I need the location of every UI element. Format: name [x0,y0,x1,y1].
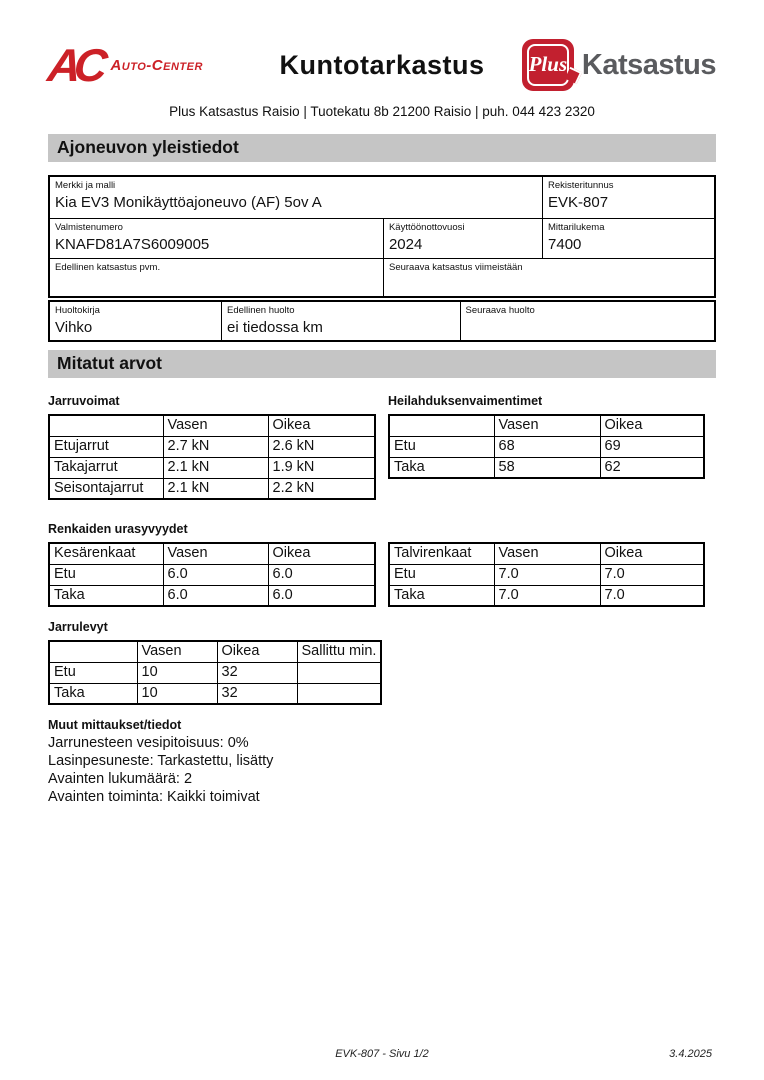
field-edellinen-huolto [221,302,460,340]
row-label: Etu [49,662,137,683]
value-cell: 68 [494,436,600,457]
jarruvoimat-table [48,414,376,500]
value-cell: 58 [494,457,600,478]
value-cell [297,683,381,704]
report-header [45,36,716,94]
header-cell: Vasen [494,543,600,564]
table-row [49,436,375,457]
other-measurements-title: Muut mittaukset/tiedot [48,718,182,732]
table-header-row [389,415,704,436]
table-header-row [49,543,375,564]
value-cell: 6.0 [268,585,375,606]
auto-center-logo [45,39,243,91]
header-cell: Kesärenkaat [49,543,163,564]
field-huoltokirja [50,302,221,340]
table-header-row [49,641,381,662]
value-cell [297,662,381,683]
page-title: Kuntotarkastus [279,49,485,80]
header-cell: Oikea [268,543,375,564]
value-cell: 7.0 [600,585,704,606]
field-value: 2024 [388,236,423,253]
field-mittarilukema [542,219,714,258]
row-label: Etu [49,564,163,585]
field-edellinen-katsastus [50,259,383,296]
plus-katsastus-logo [521,39,716,91]
row-label: Etujarrut [49,436,163,457]
field-kayttoonottovuosi [383,219,542,258]
value-cell: 62 [600,457,704,478]
header-cell: Sallittu min. [297,641,381,662]
renkaiden-urasyvyydet-title: Renkaiden urasyvyydet [48,522,188,536]
jarruvoimat-title: Jarruvoimat [48,394,120,408]
field-valmistenumero [50,219,383,258]
heilahduksenvaimentimet-table [388,414,705,479]
other-measurements-block [48,718,716,806]
field-label: Valmistenumero [55,222,123,233]
table-header-row [49,415,375,436]
table-row [389,457,704,478]
value-cell: 10 [137,683,217,704]
row-label: Taka [49,683,137,704]
header-cell: Talvirenkaat [389,543,494,564]
field-label: Mittarilukema [548,222,605,233]
other-measurement-line: Lasinpesuneste: Tarkastettu, lisätty [48,753,274,769]
table-row [49,457,375,478]
table-row [49,662,381,683]
field-label: Seuraava huolto [465,305,535,316]
table-row [50,177,714,218]
katsastus-logo-text: Katsastus [581,48,716,81]
value-cell: 6.0 [163,564,268,585]
other-measurement-line: Jarrunesteen vesipitoisuus: 0% [48,735,249,751]
value-cell: 6.0 [163,585,268,606]
header-cell: Oikea [268,415,375,436]
value-cell: 10 [137,662,217,683]
header-cell: Vasen [163,415,268,436]
field-label: Käyttöönottovuosi [388,222,465,233]
row-label: Etu [389,564,494,585]
table-row [49,585,375,606]
plus-bubble-icon [522,39,574,91]
value-cell: 1.9 kN [268,457,375,478]
jarrulevyt-table [48,640,382,705]
value-cell: 32 [217,683,297,704]
header-cell [49,641,137,662]
other-measurement-line: Avainten toiminta: Kaikki toimivat [48,789,260,805]
field-label: Edellinen katsastus pvm. [55,262,161,273]
field-value: ei tiedossa km [226,319,323,336]
row-label: Etu [389,436,494,457]
jarrulevyt-title: Jarrulevyt [48,620,108,634]
value-cell: 7.0 [494,585,600,606]
value-cell: 6.0 [268,564,375,585]
header-cell: Vasen [137,641,217,662]
field-label: Huoltokirja [55,305,100,316]
talvirenkaat-table [388,542,705,607]
table-row [50,258,714,296]
table-row [389,585,704,606]
row-label: Taka [389,457,494,478]
field-seuraava-katsastus [383,259,714,296]
plus-logo-text: Plus [528,51,568,76]
value-cell: 2.6 kN [268,436,375,457]
other-measurement-line: Avainten lukumäärä: 2 [48,771,193,787]
row-label: Takajarrut [49,457,163,478]
header-cell: Oikea [600,543,704,564]
auto-center-monogram-icon: AC [45,39,104,91]
field-rekisteritunnus [542,177,714,218]
section-header-measured: Mitatut arvot [48,350,716,378]
table-row [50,302,714,340]
header-cell [49,415,163,436]
value-cell: 7.0 [494,564,600,585]
table-row [49,683,381,704]
table-row [389,436,704,457]
header-cell: Vasen [163,543,268,564]
table-header-row [389,543,704,564]
field-merkki-ja-malli [50,177,542,218]
value-cell: 2.7 kN [163,436,268,457]
value-cell: 2.1 kN [163,478,268,499]
table-row [49,478,375,499]
general-info-table [48,175,716,298]
row-label: Seisontajarrut [49,478,163,499]
value-cell: 2.1 kN [163,457,268,478]
value-cell: 7.0 [600,564,704,585]
field-value: KNAFD81A7S6009005 [55,236,210,253]
auto-center-name: Auto-Center [110,56,203,74]
footer-date: 3.4.2025 [669,1048,712,1060]
field-label: Edellinen huolto [226,305,295,316]
header-cell: Oikea [217,641,297,662]
field-value: Vihko [55,319,93,336]
value-cell: 69 [600,436,704,457]
kesarenkaat-table [48,542,376,607]
field-label: Rekisteritunnus [548,180,614,191]
table-row [50,218,714,258]
value-cell: 32 [217,662,297,683]
table-row [389,564,704,585]
heilahduksenvaimentimet-title: Heilahduksenvaimentimet [388,394,543,408]
field-label: Seuraava katsastus viimeistään [388,262,523,273]
field-value: EVK-807 [548,194,609,211]
station-address: Plus Katsastus Raisio | Tuotekatu 8b 21200 Raisio | puh. 044 423 2320 [169,104,595,119]
field-value: Kia EV3 Monikäyttöajoneuvo (AF) 5ov A [55,194,322,211]
header-cell: Vasen [494,415,600,436]
row-label: Taka [49,585,163,606]
field-seuraava-huolto [460,302,714,340]
header-cell: Oikea [600,415,704,436]
field-label: Merkki ja malli [55,180,116,191]
value-cell: 2.2 kN [268,478,375,499]
footer-page-number: EVK-807 - Sivu 1/2 [335,1048,429,1060]
row-label: Taka [389,585,494,606]
table-row [49,564,375,585]
field-value: 7400 [548,236,582,253]
service-info-table [48,300,716,342]
section-header-general: Ajoneuvon yleistiedot [48,134,716,162]
header-cell [389,415,494,436]
